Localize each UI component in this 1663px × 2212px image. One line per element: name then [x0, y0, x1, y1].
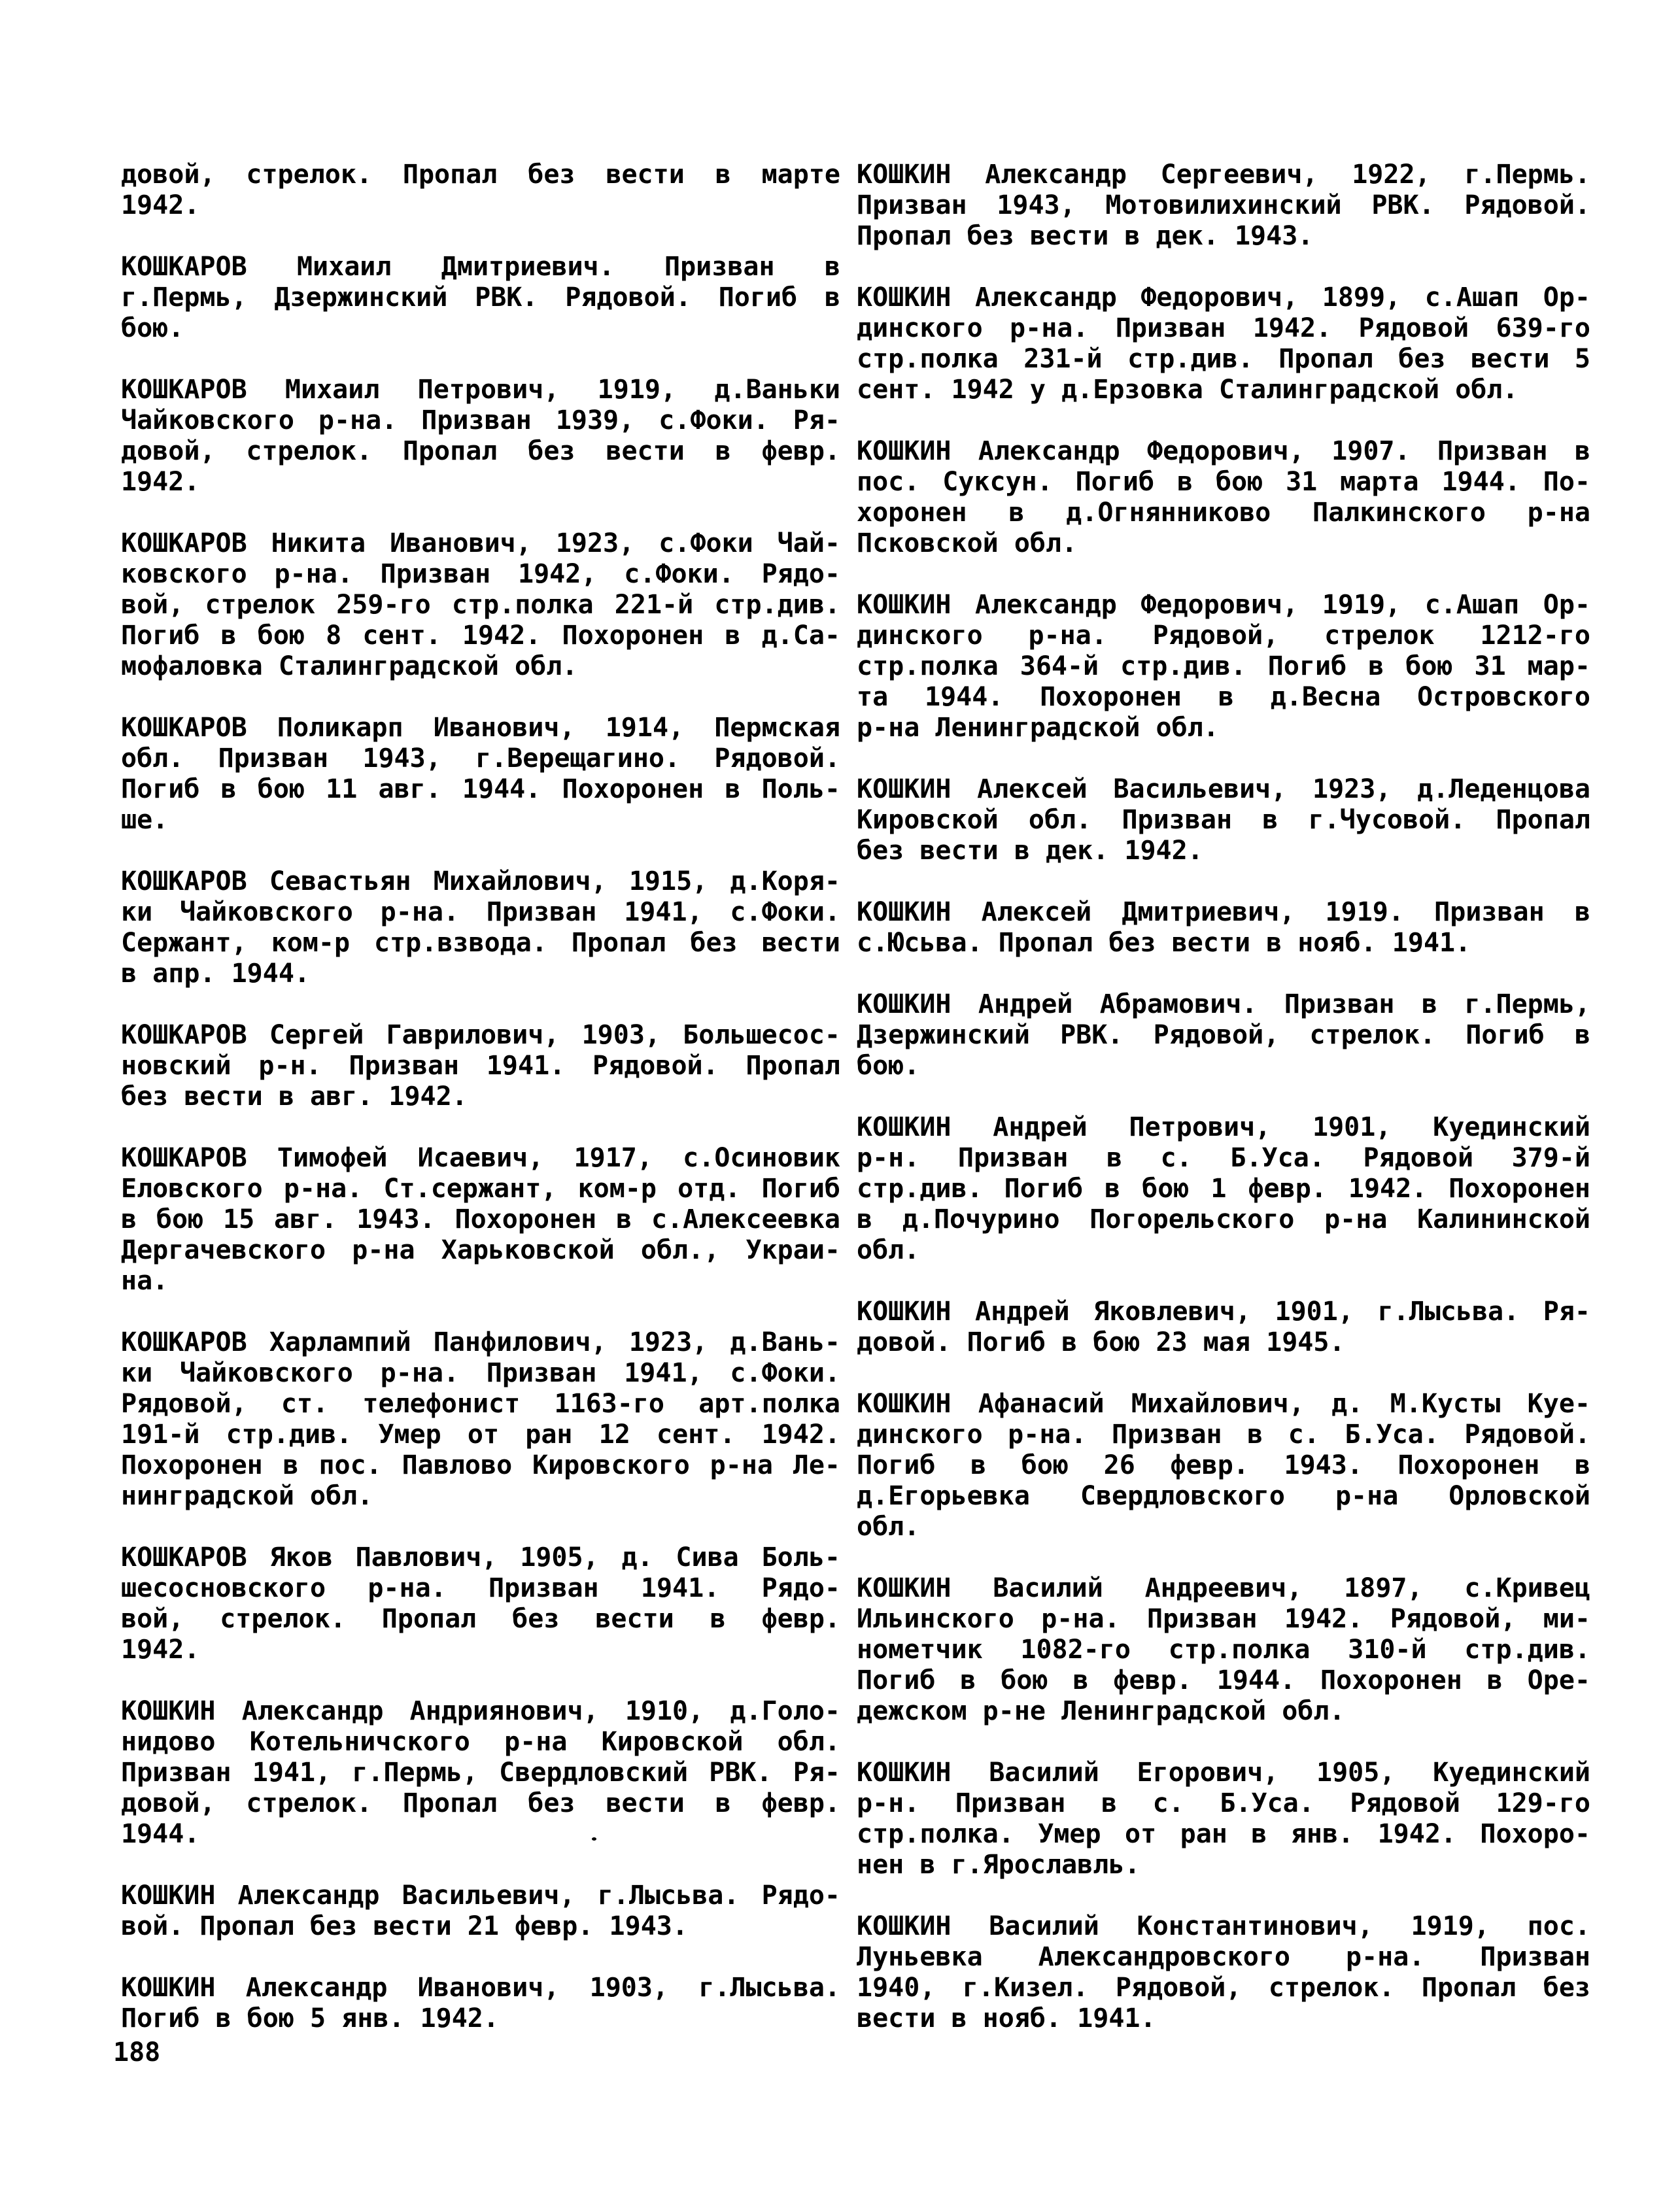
entry-line: с.Юсьва. Пропал без вести в нояб. 1941.	[857, 928, 1471, 958]
entry-line: 1942.	[121, 1635, 200, 1665]
entry-line: г.Пермь, Дзержинский РВК. Рядовой. Погиб в	[121, 282, 840, 313]
entry-line: мофаловка Сталинградской обл.	[121, 651, 578, 681]
entry-line: КОШКИН Александр Сергеевич, 1922, г.Пермь.	[857, 160, 1590, 190]
entry-line: стр.полка 231-й стр.див. Пропал без вести 5	[857, 344, 1590, 374]
entry-line: 191-й стр.див. Умер от ран 12 сент. 1942.	[121, 1420, 840, 1450]
entry-line: КОШКИН Василий Егорович, 1905, Куединский	[857, 1758, 1590, 1788]
entry-line: КОШКАРОВ Поликарп Иванович, 1914, Пермская	[121, 713, 840, 743]
entry-line: КОШКИН Василий Константинович, 1919, пос.	[857, 1911, 1590, 1941]
memorial-entry	[121, 713, 840, 836]
entry-line: КОШКАРОВ Севастьян Михайлович, 1915, д.Коря-	[121, 866, 840, 896]
entry-line: Луньевка Александровского р-на. Призван	[857, 1942, 1590, 1972]
entry-line: вой, стрелок. Пропал без вести в февр.	[121, 1604, 840, 1634]
entry-line: Рядовой, ст. телефонист 1163-го арт.полка	[121, 1389, 840, 1419]
entry-line: КОШКАРОВ Яков Павлович, 1905, д. Сива Боль-	[121, 1542, 840, 1573]
entry-line: Призван 1941, г.Пермь, Свердловский РВК. Ря-	[121, 1758, 840, 1788]
memorial-entry	[121, 528, 840, 682]
memorial-entry	[857, 282, 1590, 405]
entry-line: в д.Почурино Погорельского р-на Калининской	[857, 1204, 1590, 1234]
memorial-entry	[121, 375, 840, 498]
entry-line: Погиб в бою 26 февр. 1943. Похоронен в	[857, 1450, 1590, 1480]
scan-speck	[592, 1837, 596, 1841]
entry-line: Ильинского р-на. Призван 1942. Рядовой, ми-	[857, 1604, 1590, 1634]
entry-line: 1942.	[121, 467, 200, 497]
entry-line: Дергачевского р-на Харьковской обл., Украи-	[121, 1235, 840, 1265]
entry-line: в бою 15 авг. 1943. Похоронен в с.Алексеевка	[121, 1204, 840, 1234]
entry-line: нидово Котельничского р-на Кировской обл.	[121, 1727, 840, 1757]
memorial-entry	[857, 989, 1590, 1081]
entry-line: без вести в авг. 1942.	[121, 1081, 468, 1112]
entry-line: обл.	[857, 1235, 920, 1265]
entry-line: без вести в дек. 1942.	[857, 836, 1203, 866]
entry-line: бою.	[857, 1051, 920, 1081]
entry-line: КОШКИН Александр Васильевич, г.Лысьва. Рядо-	[121, 1880, 840, 1911]
memorial-entry	[121, 252, 840, 344]
entry-line: КОШКИН Александр Федорович, 1919, с.Ашап Ор-	[857, 590, 1590, 620]
entry-line: КОШКАРОВ Михаил Петрович, 1919, д.Ваньки	[121, 375, 840, 405]
entry-line: КОШКИН Афанасий Михайлович, д. М.Кусты Куе-	[857, 1389, 1590, 1419]
entry-line: та 1944. Похоронен в д.Весна Островского	[857, 682, 1590, 712]
entry-line: Кировской обл. Призван в г.Чусовой. Пропал	[857, 805, 1590, 835]
entry-line: КОШКИН Андрей Яковлевич, 1901, г.Лысьва. Ря-	[857, 1297, 1590, 1327]
entry-line: динского р-на. Призван 1942. Рядовой 639-го	[857, 313, 1590, 343]
entry-line: нометчик 1082-го стр.полка 310-й стр.див.	[857, 1635, 1590, 1665]
entry-line: КОШКИН Александр Иванович, 1903, г.Лысьва.	[121, 1973, 840, 2003]
entry-line: Похоронен в пос. Павлово Кировского р-на Ле-	[121, 1450, 840, 1480]
entry-line: довой, стрелок. Пропал без вести в февр.	[121, 1788, 840, 1818]
entry-line: Еловского р-на. Ст.сержант, ком-р отд. Погиб	[121, 1174, 840, 1204]
entry-line: Пропал без вести в дек. 1943.	[857, 221, 1314, 251]
memorial-entry	[857, 1112, 1590, 1266]
entry-line: КОШКИН Алексей Васильевич, 1923, д.Леденцова	[857, 774, 1590, 804]
entry-line: Погиб в бою в февр. 1944. Похоронен в Оре-	[857, 1665, 1590, 1695]
entry-line: 1940, г.Кизел. Рядовой, стрелок. Пропал без	[857, 1973, 1590, 2003]
entry-line: д.Егорьевка Свердловского р-на Орловской	[857, 1481, 1590, 1511]
entry-line: довой, стрелок. Пропал без вести в марте	[121, 160, 840, 190]
entry-line: ше.	[121, 805, 169, 835]
memorial-entry	[857, 1911, 1590, 2034]
entry-line: на.	[121, 1266, 169, 1296]
entry-line: бою.	[121, 313, 184, 343]
entry-line: Погиб в бою 11 авг. 1944. Похоронен в Поль-	[121, 774, 840, 804]
memorial-entry	[857, 897, 1590, 959]
entry-line: дежском р-не Ленинградской обл.	[857, 1696, 1345, 1726]
memorial-entry	[121, 1542, 840, 1665]
entry-line: Погиб в бою 8 сент. 1942. Похоронен в д.Са-	[121, 621, 840, 651]
entry-line: Дзержинский РВК. Рядовой, стрелок. Погиб в	[857, 1020, 1590, 1050]
entry-line: КОШКАРОВ Никита Иванович, 1923, с.Фоки Чай-	[121, 528, 840, 558]
entry-line: вести в нояб. 1941.	[857, 2003, 1156, 2033]
entry-line: динского р-на. Рядовой, стрелок 1212-го	[857, 621, 1590, 651]
entry-line: обл.	[857, 1512, 920, 1542]
entry-line: КОШКИН Андрей Абрамович. Призван в г.Пермь,	[857, 989, 1590, 1019]
entry-line: стр.полка. Умер от ран в янв. 1942. Похоро-	[857, 1819, 1590, 1849]
entry-line: довой. Погиб в бою 23 мая 1945.	[857, 1327, 1345, 1357]
memorial-entry	[857, 774, 1590, 866]
entry-line: КОШКИН Андрей Петрович, 1901, Куединский	[857, 1112, 1590, 1142]
entry-line: ковского р-на. Призван 1942, с.Фоки. Рядо-	[121, 559, 840, 589]
memorial-entry	[857, 1297, 1590, 1358]
memorial-entry	[121, 1973, 840, 2034]
memorial-entry	[121, 1327, 840, 1512]
entry-line: Чайковского р-на. Призван 1939, с.Фоки. Ря-	[121, 405, 840, 435]
memorial-entry	[857, 1758, 1590, 1880]
entry-line: сент. 1942 у д.Ерзовка Сталинградской обл.	[857, 375, 1518, 405]
entry-line: обл. Призван 1943, г.Верещагино. Рядовой.	[121, 743, 840, 774]
right-column	[857, 160, 1590, 2034]
entry-line: стр.див. Погиб в бою 1 февр. 1942. Похоронен	[857, 1174, 1590, 1204]
left-column	[121, 160, 840, 2034]
entry-line: Погиб в бою 5 янв. 1942.	[121, 2003, 499, 2033]
entry-line: динского р-на. Призван в с. Б.Уса. Рядовой.	[857, 1420, 1590, 1450]
memorial-entry	[857, 1389, 1590, 1542]
entry-line: вой. Пропал без вести 21 февр. 1943.	[121, 1911, 688, 1941]
entry-line: КОШКАРОВ Тимофей Исаевич, 1917, с.Осиновик	[121, 1143, 840, 1173]
entry-line: р-н. Призван в с. Б.Уса. Рядовой 379-й	[857, 1143, 1590, 1173]
entry-line: вой, стрелок 259-го стр.полка 221-й стр.див.	[121, 590, 840, 620]
entry-line: стр.полка 364-й стр.див. Погиб в бою 31 мар-	[857, 651, 1590, 681]
entry-line: КОШКИН Алексей Дмитриевич, 1919. Призван в	[857, 897, 1590, 927]
memorial-entry	[121, 160, 840, 221]
entry-line: в апр. 1944.	[121, 959, 310, 989]
entry-line: р-на Ленинградской обл.	[857, 713, 1219, 743]
entry-line: довой, стрелок. Пропал без вести в февр.	[121, 436, 840, 466]
memorial-entry	[121, 866, 840, 989]
entry-line: КОШКИН Василий Андреевич, 1897, с.Кривец	[857, 1573, 1590, 1603]
entry-line: ки Чайковского р-на. Призван 1941, с.Фоки.	[121, 897, 840, 927]
entry-line: КОШКИН Александр Федорович, 1907. Призван в	[857, 436, 1590, 466]
entry-line: Призван 1943, Мотовилихинский РВК. Рядовой.	[857, 190, 1590, 220]
memorial-entry	[857, 590, 1590, 743]
entry-line: нен в г.Ярославль.	[857, 1850, 1140, 1880]
entry-line: хоронен в д.Огнянниково Палкинского р-на	[857, 498, 1590, 528]
memorial-entry	[121, 1696, 840, 1850]
entry-line: КОШКАРОВ Харлампий Панфилович, 1923, д.Вань-	[121, 1327, 840, 1357]
entry-line: КОШКИН Александр Андриянович, 1910, д.Голо-	[121, 1696, 840, 1726]
memorial-entry	[121, 1143, 840, 1297]
memorial-entry	[857, 160, 1590, 252]
memorial-entry	[121, 1880, 840, 1942]
page-number: 188	[113, 2037, 161, 2067]
entry-line: р-н. Призван в с. Б.Уса. Рядовой 129-го	[857, 1788, 1590, 1818]
entry-line: новский р-н. Призван 1941. Рядовой. Пропал	[121, 1051, 840, 1081]
entry-line: Сержант, ком-р стр.взвода. Пропал без вести	[121, 928, 840, 958]
entry-line: КОШКАРОВ Михаил Дмитриевич. Призван в	[121, 252, 840, 282]
entry-line: нинградской обл.	[121, 1481, 373, 1511]
entry-line: 1944.	[121, 1819, 200, 1849]
entry-line: пос. Суксун. Погиб в бою 31 марта 1944. По-	[857, 467, 1590, 497]
entry-line: КОШКИН Александр Федорович, 1899, с.Ашап Ор-	[857, 282, 1590, 313]
entry-line: 1942.	[121, 190, 200, 220]
memorial-entry	[857, 1573, 1590, 1727]
memorial-entry	[121, 1020, 840, 1112]
memorial-entry	[857, 436, 1590, 559]
entry-line: КОШКАРОВ Сергей Гаврилович, 1903, Большесос-	[121, 1020, 840, 1050]
entry-line: шесосновского р-на. Призван 1941. Рядо-	[121, 1573, 840, 1603]
entry-line: Псковской обл.	[857, 528, 1078, 558]
entry-line: ки Чайковского р-на. Призван 1941, с.Фоки.	[121, 1358, 840, 1388]
